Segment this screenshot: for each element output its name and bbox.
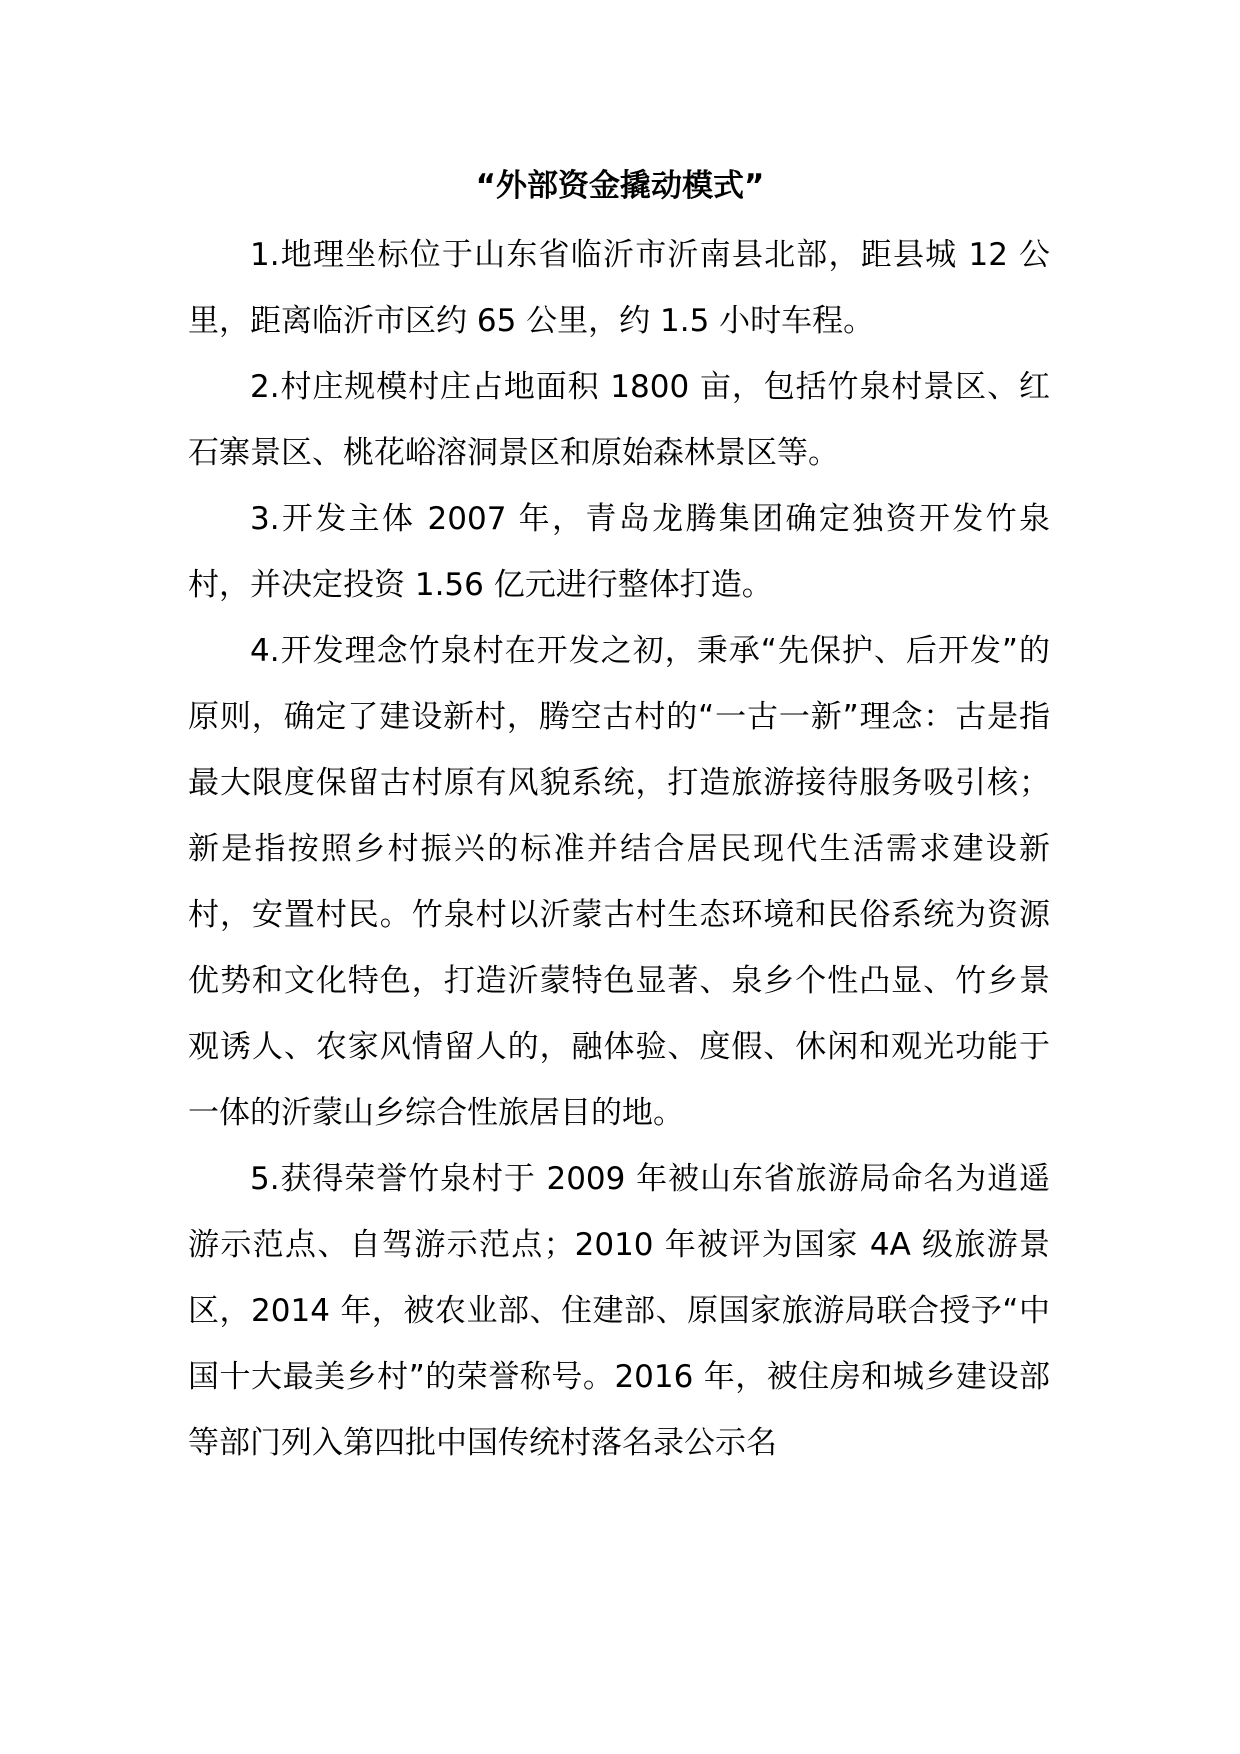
document-title: “外部资金撬动模式” xyxy=(475,168,765,204)
document-body xyxy=(188,222,1050,1476)
paragraph-scale: 2.村庄规模村庄占地面积 1800 亩，包括竹泉村景区、红石寨景区、桃花峪溶洞景区和原始森林景区等。 xyxy=(188,369,1050,471)
paragraph-concept: 4.开发理念竹泉村在开发之初，秉承“先保护、后开发”的原则，确定了建设新村，腾空古村的“一古一新”理念：古是指最大限度保留古村原有风貌系统，打造旅游接待服务吸引核；新是指按照乡村振兴的标准并结合居民现代生活需求建设新村，安置村民。竹泉村以沂蒙古村生态环境和民俗系统为资源优势和文化特色，打造沂蒙特色显著、泉乡个性凸显、竹乡景观诱人、农家风情留人的，融体验、度假、休闲和观光功能于一体的沂蒙山乡综合性旅居目的地。 xyxy=(188,633,1050,1131)
paragraph-developer: 3.开发主体 2007 年，青岛龙腾集团确定独资开发竹泉村，并决定投资 1.56 亿元进行整体打造。 xyxy=(188,501,1050,603)
paragraph-location: 1.地理坐标位于山东省临沂市沂南县北部，距县城 12 公里，距离临沂市区约 65 公里，约 1.5 小时车程。 xyxy=(188,237,1050,339)
paragraph-honors: 5.获得荣誉竹泉村于 2009 年被山东省旅游局命名为逍遥游示范点、自驾游示范点；2010 年被评为国家 4A 级旅游景区，2014 年，被农业部、住建部、原国家旅游局联合授予“中国十大最美乡村”的荣誉称号。2016 年，被住房和城乡建设部等部门列入第四批中国传统村落名录公示名 xyxy=(188,1161,1050,1461)
